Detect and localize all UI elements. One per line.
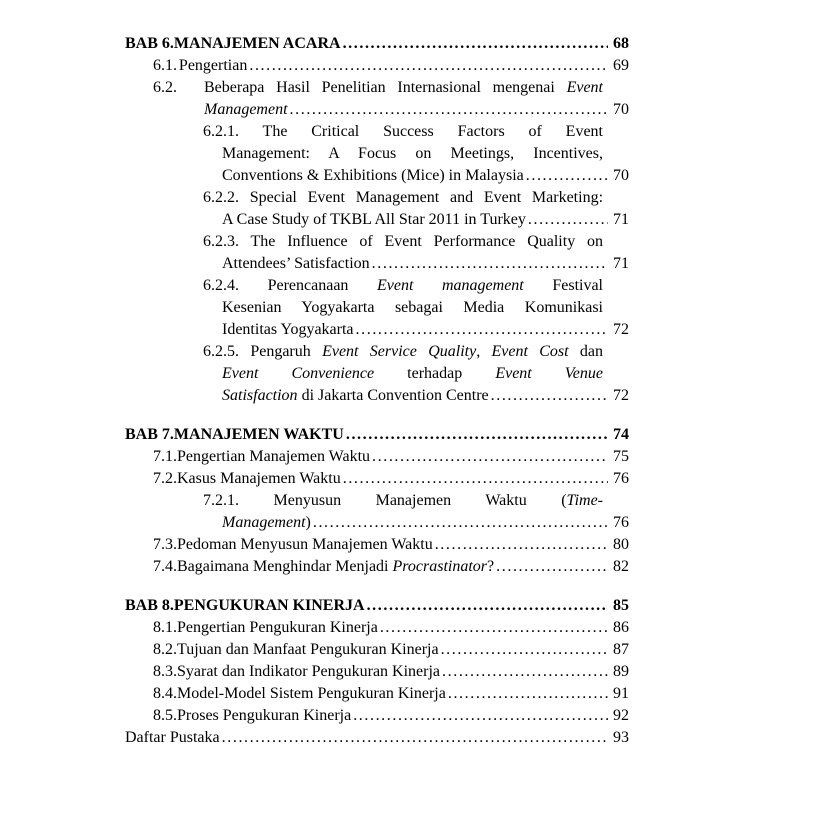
text-segment: Event management [377, 277, 524, 294]
text-segment: The Critical Success Factors of Event [262, 123, 603, 140]
toc-entry-number: 6.2.1. [203, 123, 239, 140]
dot-leader [341, 468, 608, 490]
page-number: 72 [613, 387, 629, 404]
dot-leader [378, 617, 608, 639]
toc-entry-text [179, 55, 247, 77]
text-segment: Model-Model Sistem Pengukuran Kinerja [177, 685, 446, 702]
toc-entry-text [174, 424, 344, 446]
toc-entry [125, 33, 629, 55]
text-segment: Event Venue [495, 365, 603, 382]
toc-entry [125, 187, 629, 231]
page-number: 74 [613, 426, 629, 443]
text-segment: Pedoman Menyusun Manajemen Waktu [177, 536, 433, 553]
text-segment: Menyusun Manajemen Waktu ( [273, 492, 567, 509]
dot-leader [247, 55, 608, 77]
toc-entry-number: 7.2. [153, 470, 177, 487]
toc-line [222, 165, 629, 187]
toc-entry-number: 8.5. [153, 707, 177, 724]
toc-entry [125, 595, 629, 617]
text-segment: Satisfaction [222, 387, 298, 404]
text-segment: Beberapa Hasil Penelitian Internasional mengenai [204, 79, 567, 96]
text-segment: A Case Study of TKBL All Star 2011 in Turkey [222, 211, 526, 228]
dot-leader [370, 253, 608, 275]
toc-entry-number: 8.3. [153, 663, 177, 680]
text-segment: Attendees’ Satisfaction [222, 255, 370, 272]
toc-entry-number: BAB 8. [125, 597, 174, 614]
text-segment: Pengertian [178, 57, 248, 74]
dot-leader [351, 705, 608, 727]
toc-entry-text [222, 385, 489, 407]
toc-entry-text [222, 165, 524, 187]
toc-entry [125, 231, 629, 275]
toc-entry-number: 8.4. [153, 685, 177, 702]
toc-entry-text [222, 512, 311, 534]
toc-entry-text [177, 661, 440, 683]
toc-entry-text [177, 446, 370, 468]
text-segment: ) [305, 514, 311, 531]
toc-line [153, 661, 629, 683]
toc-line [153, 617, 629, 639]
toc-line [125, 424, 629, 446]
page-number: 76 [613, 514, 629, 531]
dot-leader [354, 319, 608, 341]
toc-entry [125, 468, 629, 490]
text-segment: Conventions & Exhibitions (Mice) in Malaysia [222, 167, 524, 184]
dot-leader [341, 33, 608, 55]
toc-entry-text [222, 209, 526, 231]
toc-entry [125, 446, 629, 468]
page-number: 82 [613, 558, 629, 575]
toc-entry [125, 424, 629, 446]
toc-entry-text [222, 319, 354, 341]
text-segment: PENGUKURAN KINERJA [173, 597, 365, 614]
toc-line [153, 683, 629, 705]
text-segment: Pengertian Pengukuran Kinerja [177, 619, 378, 636]
page-number: 70 [613, 167, 629, 184]
toc-entry [125, 556, 629, 578]
text-segment: Syarat dan Indikator Pengukuran Kinerja [177, 663, 441, 680]
table-of-contents [125, 33, 629, 749]
text-segment: Event [566, 79, 603, 96]
text-segment: Perencanaan [267, 277, 377, 294]
toc-line [222, 512, 629, 534]
toc-entry [125, 534, 629, 556]
text-segment: Management: A Focus on Meetings, Incentives, [222, 145, 603, 162]
text-segment: Proses Pengukuran Kinerja [177, 707, 352, 724]
dot-leader [439, 639, 608, 661]
toc-entry [125, 639, 629, 661]
toc-line [153, 446, 629, 468]
text-segment: Festival [523, 277, 603, 294]
dot-leader [344, 424, 608, 446]
toc-line [204, 99, 629, 121]
toc-entry-number: 7.4. [153, 558, 177, 575]
toc-entry-number: 6.2. [153, 79, 177, 96]
toc-entry-number: 7.2.1. [203, 492, 239, 509]
page-number: 72 [613, 321, 629, 338]
dot-leader [494, 556, 608, 578]
text-segment: Tujuan dan Manfaat Pengukuran Kinerja [177, 641, 439, 658]
toc-line [125, 727, 629, 749]
toc-line [125, 33, 629, 55]
toc-entry [125, 341, 629, 407]
toc-line [203, 121, 603, 143]
page-number: 70 [613, 101, 629, 118]
toc-entry-text [177, 705, 351, 727]
text-segment: Pengaruh [250, 343, 323, 360]
dot-leader [288, 99, 608, 121]
toc-entry-number: 6.2.4. [203, 277, 239, 294]
dot-leader [440, 661, 608, 683]
toc-entry-text [177, 468, 341, 490]
toc-entry-number: 8.2. [153, 641, 177, 658]
toc-line [153, 55, 629, 77]
toc-entry-number: BAB 7. [125, 426, 174, 443]
text-segment: Bagaimana Menghindar Menjadi [177, 558, 393, 575]
dot-leader [489, 385, 608, 407]
toc-line [153, 534, 629, 556]
toc-line [153, 639, 629, 661]
toc-line [222, 385, 629, 407]
dot-leader [433, 534, 608, 556]
page-number: 87 [613, 641, 629, 658]
toc-line [222, 209, 629, 231]
toc-line [153, 705, 629, 727]
toc-entry [125, 275, 629, 341]
toc-entry-number: 7.1. [153, 448, 177, 465]
toc-entry-text [174, 33, 341, 55]
text-segment: Time- [566, 492, 603, 509]
toc-line [203, 187, 603, 209]
toc-line [153, 556, 629, 578]
page-number: 92 [613, 707, 629, 724]
page-number: 86 [613, 619, 629, 636]
page-number: 93 [613, 729, 629, 746]
dot-leader [446, 683, 608, 705]
toc-line [222, 297, 603, 319]
toc-line [222, 253, 629, 275]
toc-entry-number: 6.2.5. [203, 343, 239, 360]
toc-line [222, 363, 603, 385]
text-segment: ? [487, 558, 495, 575]
dot-leader [311, 512, 608, 534]
toc-entry-number: 6.1. [153, 57, 177, 74]
text-segment: Event Cost [491, 343, 569, 360]
dot-leader [370, 446, 608, 468]
toc-entry-text [177, 683, 446, 705]
toc-entry-text [174, 595, 365, 617]
text-segment: , [476, 343, 492, 360]
page-number: 71 [613, 255, 629, 272]
toc-entry [125, 55, 629, 77]
toc-entry-text [177, 534, 433, 556]
text-segment: MANAJEMEN WAKTU [173, 426, 344, 443]
toc-line [203, 490, 603, 512]
page-number: 80 [613, 536, 629, 553]
dot-leader [524, 165, 608, 187]
toc-line [203, 341, 603, 363]
text-segment: Daftar Pustaka [125, 729, 220, 746]
toc-entry-text [177, 639, 439, 661]
text-segment: terhadap [374, 365, 496, 382]
toc-entry [125, 683, 629, 705]
text-segment: The Influence of Event Performance Quality on [250, 233, 603, 250]
toc-entry [125, 661, 629, 683]
toc-entry [125, 727, 629, 749]
page-number: 68 [613, 35, 629, 52]
dot-leader [365, 595, 608, 617]
toc-entry-text [222, 253, 370, 275]
toc-entry [125, 121, 629, 187]
page-number: 71 [613, 211, 629, 228]
text-segment: Kasus Manajemen Waktu [177, 470, 341, 487]
text-segment: Special Event Management and Event Marketing: [249, 189, 603, 206]
text-segment: di Jakarta Convention Centre [297, 387, 489, 404]
text-segment: dan [568, 343, 603, 360]
toc-entry-text [177, 556, 494, 578]
text-segment: MANAJEMEN ACARA [173, 35, 341, 52]
dot-leader [220, 727, 608, 749]
text-segment: Identitas Yogyakarta [222, 321, 354, 338]
toc-entry-number: 6.2.2. [203, 189, 239, 206]
text-segment: Pengertian Manajemen Waktu [177, 448, 371, 465]
text-segment: Event Convenience [222, 365, 375, 382]
toc-entry-number: 7.3. [153, 536, 177, 553]
page-number: 91 [613, 685, 629, 702]
dot-leader [526, 209, 608, 231]
text-segment: Event Service Quality [322, 343, 477, 360]
page-number: 85 [613, 597, 629, 614]
text-segment: Management [222, 514, 306, 531]
toc-entry-number: 8.1. [153, 619, 177, 636]
toc-entry-number: 6.2.3. [203, 233, 239, 250]
toc-line [153, 77, 603, 99]
toc-entry [125, 705, 629, 727]
page-number: 69 [613, 57, 629, 74]
toc-line [153, 468, 629, 490]
page-number: 76 [613, 470, 629, 487]
toc-entry-text [204, 99, 288, 121]
page-number: 89 [613, 663, 629, 680]
toc-line [203, 275, 603, 297]
toc-line [203, 231, 603, 253]
toc-line [125, 595, 629, 617]
text-segment: Kesenian Yogyakarta sebagai Media Komunikasi [222, 299, 603, 316]
toc-line [222, 319, 629, 341]
toc-entry [125, 490, 629, 534]
page-number: 75 [613, 448, 629, 465]
toc-entry-number: BAB 6. [125, 35, 174, 52]
toc-line [222, 143, 603, 165]
toc-entry [125, 617, 629, 639]
toc-entry-text [125, 727, 220, 749]
text-segment: Management [204, 101, 288, 118]
text-segment: Procrastinator [392, 558, 488, 575]
toc-entry [125, 77, 629, 121]
toc-entry-text [177, 617, 378, 639]
